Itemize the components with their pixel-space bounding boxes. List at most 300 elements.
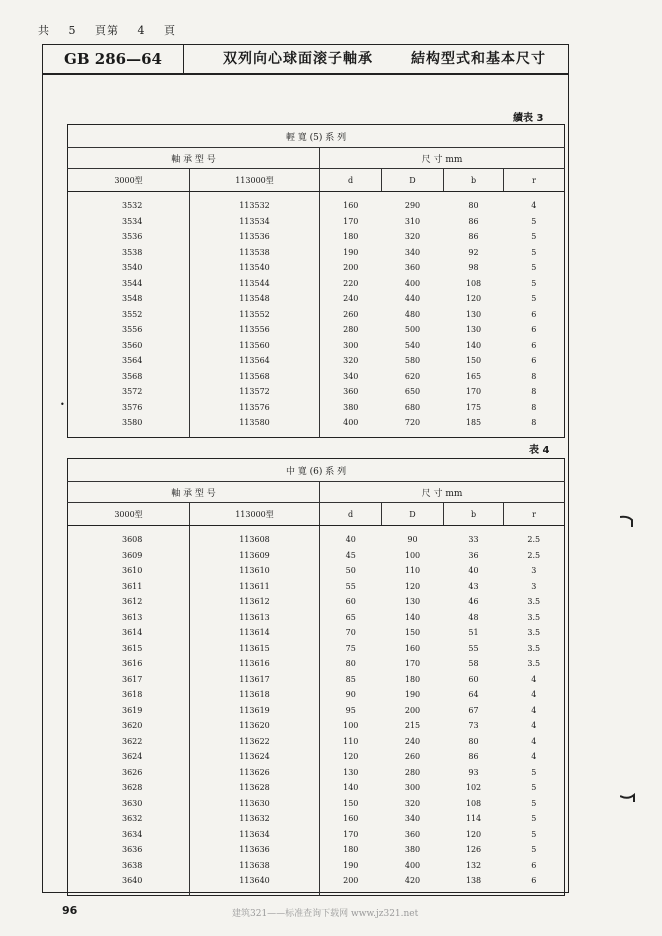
table-cell: 113576 bbox=[190, 400, 320, 416]
margin-tick-mark bbox=[620, 514, 640, 528]
table-cell: 620 bbox=[404, 371, 421, 381]
table-cell: 113614 bbox=[190, 625, 320, 641]
table4-col-113000: 113000型 bbox=[190, 503, 320, 526]
table-cell: 5 bbox=[531, 783, 537, 792]
table-cell: 3620 bbox=[68, 718, 190, 734]
table-row bbox=[68, 229, 565, 245]
table3-col-r: r bbox=[504, 169, 565, 192]
table-cell: 90 bbox=[345, 690, 356, 699]
table-cell: 113617 bbox=[190, 672, 320, 688]
table-cell: 6 bbox=[531, 356, 537, 365]
table3-col-113000: 113000型 bbox=[190, 169, 320, 192]
table-cell: 480 bbox=[404, 309, 421, 319]
table-cell: 190 bbox=[343, 860, 359, 870]
table-cell: 3609 bbox=[68, 548, 190, 564]
current-page: 4 bbox=[137, 24, 146, 37]
table-cell: 6 bbox=[531, 860, 537, 870]
table-cell: 120 bbox=[465, 829, 482, 839]
table-cell: 113619 bbox=[190, 703, 320, 719]
table-cell: 6 bbox=[531, 325, 537, 334]
table-row bbox=[68, 276, 565, 292]
table-cell: 46 bbox=[468, 597, 479, 606]
table-cell: 93 bbox=[468, 767, 479, 777]
table-row bbox=[68, 579, 565, 595]
table-row bbox=[68, 526, 565, 548]
table-cell: 3618 bbox=[68, 687, 190, 703]
table-cell: 113548 bbox=[190, 291, 320, 307]
table-cell: 5 bbox=[531, 216, 537, 226]
scan-mark: • bbox=[60, 400, 65, 409]
table-cell: 113572 bbox=[190, 384, 320, 400]
table4-group-bearing: 軸 承 型 号 bbox=[68, 482, 320, 503]
table-cell: 60 bbox=[468, 674, 479, 684]
table-cell: 40 bbox=[468, 566, 479, 575]
table4-group-size: 尺 寸 mm bbox=[320, 482, 565, 503]
table-cell: 55 bbox=[345, 581, 356, 591]
total-label: 共 bbox=[38, 24, 50, 37]
table-cell: 5 bbox=[531, 232, 537, 241]
table-cell: 113626 bbox=[190, 765, 320, 781]
table-cell: 3616 bbox=[68, 656, 190, 672]
table3-col-d: d bbox=[320, 169, 382, 192]
table-cell: 170 bbox=[465, 387, 482, 396]
table-row bbox=[68, 641, 565, 657]
table-cell: 260 bbox=[404, 752, 421, 761]
table-cell: 120 bbox=[465, 294, 482, 303]
table4-col-D: D bbox=[382, 503, 444, 526]
table-cell: 310 bbox=[404, 216, 421, 226]
table-cell: 5 bbox=[531, 294, 537, 303]
table-row bbox=[68, 415, 565, 437]
table-cell: 3617 bbox=[68, 672, 190, 688]
table-cell: 3.5 bbox=[527, 628, 541, 637]
table-row bbox=[68, 548, 565, 564]
table-cell: 500 bbox=[404, 325, 421, 334]
table-cell: 33 bbox=[468, 535, 479, 544]
table-cell: 113580 bbox=[190, 415, 320, 437]
table-cell: 160 bbox=[343, 814, 359, 823]
table-cell: 51 bbox=[468, 628, 479, 637]
table-cell: 3580 bbox=[68, 415, 190, 437]
table-cell: 3.5 bbox=[527, 612, 541, 622]
table-row bbox=[68, 384, 565, 400]
table3-group-bearing: 軸 承 型 号 bbox=[68, 148, 320, 169]
table-row bbox=[68, 291, 565, 307]
table-row bbox=[68, 780, 565, 796]
table-cell: 3626 bbox=[68, 765, 190, 781]
table-cell: 5 bbox=[531, 845, 537, 854]
table-cell: 113564 bbox=[190, 353, 320, 369]
table-row bbox=[68, 307, 565, 323]
table-cell: 73 bbox=[468, 721, 479, 730]
table-cell: 400 bbox=[404, 860, 421, 870]
table-cell: 90 bbox=[407, 535, 418, 544]
table-row bbox=[68, 245, 565, 261]
table-cell: 113612 bbox=[190, 594, 320, 610]
table-3 bbox=[67, 124, 565, 438]
table-cell: 4 bbox=[531, 721, 537, 730]
table-cell: 6 bbox=[531, 340, 537, 350]
table-row bbox=[68, 369, 565, 385]
table-cell: 3611 bbox=[68, 579, 190, 595]
table-cell: 380 bbox=[404, 845, 421, 854]
table-cell: 43 bbox=[468, 581, 479, 591]
table-cell: 113636 bbox=[190, 842, 320, 858]
table-cell: 3608 bbox=[68, 526, 190, 548]
table-cell: 100 bbox=[343, 721, 359, 730]
table-cell: 300 bbox=[404, 783, 421, 792]
table-row bbox=[68, 353, 565, 369]
table-cell: 6 bbox=[531, 876, 537, 885]
table-cell: 340 bbox=[404, 814, 421, 823]
table-row bbox=[68, 687, 565, 703]
table3-series-label: 輕 寬 (5) 系 列 bbox=[68, 125, 565, 148]
table-cell: 300 bbox=[343, 340, 359, 350]
table-cell: 113532 bbox=[190, 192, 320, 214]
table-cell: 113620 bbox=[190, 718, 320, 734]
table4-col-3000: 3000型 bbox=[68, 503, 190, 526]
table3-caption: 續表 3 bbox=[513, 113, 544, 124]
table-row bbox=[68, 749, 565, 765]
table-cell: 400 bbox=[343, 418, 359, 427]
table-cell: 3615 bbox=[68, 641, 190, 657]
table-cell: 3632 bbox=[68, 811, 190, 827]
table-cell: 86 bbox=[468, 232, 479, 241]
table-cell: 440 bbox=[404, 294, 421, 303]
table-4 bbox=[67, 458, 565, 896]
table-cell: 102 bbox=[465, 783, 482, 792]
table-cell: 80 bbox=[468, 736, 479, 746]
table-cell: 140 bbox=[404, 612, 421, 622]
table-cell: 320 bbox=[404, 798, 421, 808]
table-cell: 55 bbox=[468, 643, 479, 653]
table-cell: 220 bbox=[343, 278, 359, 288]
table-cell: 85 bbox=[345, 674, 356, 684]
table-row bbox=[68, 338, 565, 354]
table-cell: 3638 bbox=[68, 858, 190, 874]
table-cell: 113544 bbox=[190, 276, 320, 292]
table-row bbox=[68, 594, 565, 610]
table-row bbox=[68, 796, 565, 812]
table-cell: 132 bbox=[465, 860, 482, 870]
table-cell: 3 bbox=[531, 566, 537, 575]
table-cell: 580 bbox=[404, 356, 421, 365]
table-cell: 4 bbox=[531, 201, 537, 210]
table-row bbox=[68, 610, 565, 626]
table-cell: 113560 bbox=[190, 338, 320, 354]
table-cell: 320 bbox=[343, 356, 359, 365]
table-cell: 3536 bbox=[68, 229, 190, 245]
table-cell: 200 bbox=[404, 705, 421, 715]
table-cell: 3630 bbox=[68, 796, 190, 812]
table4-series-label: 中 寬 (6) 系 列 bbox=[68, 459, 565, 482]
table-cell: 3612 bbox=[68, 594, 190, 610]
table-cell: 160 bbox=[343, 201, 359, 210]
table-cell: 50 bbox=[345, 566, 356, 575]
page-frame bbox=[42, 44, 569, 893]
table-cell: 3568 bbox=[68, 369, 190, 385]
table-cell: 320 bbox=[404, 232, 421, 241]
table-cell: 150 bbox=[404, 628, 421, 637]
table-cell: 5 bbox=[531, 798, 537, 808]
table-cell: 3576 bbox=[68, 400, 190, 416]
table-cell: 240 bbox=[343, 294, 359, 303]
page-count-line bbox=[38, 22, 190, 38]
table-row bbox=[68, 400, 565, 416]
document-subtitle: 結构型式和基本尺寸 bbox=[411, 51, 546, 67]
table-cell: 113536 bbox=[190, 229, 320, 245]
table-cell: 113634 bbox=[190, 827, 320, 843]
table-cell: 3.5 bbox=[527, 659, 541, 668]
table-cell: 108 bbox=[465, 278, 482, 288]
table-cell: 113615 bbox=[190, 641, 320, 657]
table-cell: 113630 bbox=[190, 796, 320, 812]
table-cell: 180 bbox=[404, 674, 421, 684]
table-cell: 110 bbox=[343, 736, 359, 746]
table-cell: 5 bbox=[531, 247, 537, 257]
document-header bbox=[43, 45, 568, 75]
table-cell: 5 bbox=[531, 767, 537, 777]
table-cell: 340 bbox=[404, 247, 421, 257]
table-cell: 3.5 bbox=[527, 643, 541, 653]
table-row bbox=[68, 322, 565, 338]
table-cell: 113613 bbox=[190, 610, 320, 626]
table-cell: 113611 bbox=[190, 579, 320, 595]
page-label: 頁第 bbox=[95, 24, 119, 37]
table-cell: 36 bbox=[468, 550, 479, 560]
table-row bbox=[68, 672, 565, 688]
table-cell: 80 bbox=[345, 659, 356, 668]
total-pages: 5 bbox=[68, 24, 77, 37]
table-cell: 3 bbox=[531, 581, 537, 591]
table-cell: 260 bbox=[343, 309, 359, 319]
table-cell: 100 bbox=[404, 550, 421, 560]
table-cell: 170 bbox=[404, 659, 421, 668]
table-cell: 3538 bbox=[68, 245, 190, 261]
table-cell: 3640 bbox=[68, 873, 190, 895]
table-cell: 130 bbox=[465, 309, 482, 319]
table-cell: 58 bbox=[468, 659, 479, 668]
table-cell: 3544 bbox=[68, 276, 190, 292]
table-cell: 3619 bbox=[68, 703, 190, 719]
table-cell: 3622 bbox=[68, 734, 190, 750]
table-cell: 113556 bbox=[190, 322, 320, 338]
table-cell: 150 bbox=[465, 356, 482, 365]
table-row bbox=[68, 734, 565, 750]
table-row bbox=[68, 765, 565, 781]
table-cell: 190 bbox=[404, 690, 421, 699]
table-cell: 680 bbox=[404, 402, 421, 412]
table-cell: 113534 bbox=[190, 214, 320, 230]
table4-caption: 表 4 bbox=[529, 445, 550, 456]
table-cell: 8 bbox=[531, 402, 537, 412]
table-cell: 2.5 bbox=[527, 535, 541, 544]
table-cell: 180 bbox=[343, 845, 359, 854]
table-cell: 140 bbox=[343, 783, 359, 792]
table-cell: 3564 bbox=[68, 353, 190, 369]
table-cell: 113552 bbox=[190, 307, 320, 323]
table-cell: 3532 bbox=[68, 192, 190, 214]
table-cell: 120 bbox=[404, 581, 421, 591]
footer-page-number: 96 bbox=[62, 904, 78, 917]
table-cell: 113610 bbox=[190, 563, 320, 579]
table-cell: 380 bbox=[343, 402, 359, 412]
table-cell: 650 bbox=[404, 387, 421, 396]
table-cell: 8 bbox=[531, 371, 537, 381]
table-cell: 113628 bbox=[190, 780, 320, 796]
table-cell: 67 bbox=[468, 705, 479, 715]
table-row bbox=[68, 718, 565, 734]
table-cell: 4 bbox=[531, 690, 537, 699]
table-cell: 45 bbox=[345, 550, 356, 560]
table-cell: 110 bbox=[404, 566, 421, 575]
table-cell: 3628 bbox=[68, 780, 190, 796]
table-cell: 113609 bbox=[190, 548, 320, 564]
table3-col-D: D bbox=[382, 169, 444, 192]
table-cell: 113622 bbox=[190, 734, 320, 750]
table-cell: 138 bbox=[465, 876, 482, 885]
table4-col-r: r bbox=[504, 503, 565, 526]
table-cell: 290 bbox=[404, 201, 421, 210]
table-cell: 720 bbox=[404, 418, 421, 427]
table-cell: 3614 bbox=[68, 625, 190, 641]
table-cell: 540 bbox=[404, 340, 421, 350]
table-cell: 130 bbox=[404, 597, 421, 606]
margin-tick-mark bbox=[620, 790, 640, 804]
table-cell: 113640 bbox=[190, 873, 320, 895]
table-cell: 113608 bbox=[190, 526, 320, 548]
table-cell: 4 bbox=[531, 674, 537, 684]
table-cell: 165 bbox=[465, 371, 482, 381]
table-row bbox=[68, 811, 565, 827]
table-cell: 150 bbox=[343, 798, 359, 808]
table-row bbox=[68, 858, 565, 874]
table-cell: 92 bbox=[468, 247, 479, 257]
table-cell: 130 bbox=[343, 767, 359, 777]
table-cell: 3548 bbox=[68, 291, 190, 307]
table-cell: 65 bbox=[345, 612, 356, 622]
table-cell: 420 bbox=[404, 876, 421, 885]
table-cell: 240 bbox=[404, 736, 421, 746]
table-cell: 5 bbox=[531, 829, 537, 839]
table-cell: 3552 bbox=[68, 307, 190, 323]
table-cell: 360 bbox=[404, 263, 421, 272]
table-cell: 126 bbox=[465, 845, 482, 854]
table-cell: 3624 bbox=[68, 749, 190, 765]
table-cell: 180 bbox=[343, 232, 359, 241]
table-cell: 3540 bbox=[68, 260, 190, 276]
table-row bbox=[68, 842, 565, 858]
table-row bbox=[68, 703, 565, 719]
table-cell: 4 bbox=[531, 736, 537, 746]
table3-col-b: b bbox=[444, 169, 504, 192]
table-row bbox=[68, 563, 565, 579]
page-suffix: 頁 bbox=[164, 24, 176, 37]
table-cell: 4 bbox=[531, 705, 537, 715]
table4-col-d: d bbox=[320, 503, 382, 526]
table-cell: 340 bbox=[343, 371, 359, 381]
table-cell: 3610 bbox=[68, 563, 190, 579]
table-cell: 400 bbox=[404, 278, 421, 288]
table4-col-b: b bbox=[444, 503, 504, 526]
table-cell: 140 bbox=[465, 340, 482, 350]
table-cell: 5 bbox=[531, 814, 537, 823]
table-cell: 170 bbox=[343, 829, 359, 839]
table3-col-3000: 3000型 bbox=[68, 169, 190, 192]
table-cell: 3634 bbox=[68, 827, 190, 843]
table-cell: 280 bbox=[404, 767, 421, 777]
table-cell: 200 bbox=[343, 263, 359, 272]
watermark: 建筑321——标准查询下载网 www.jz321.net bbox=[232, 909, 419, 919]
table-cell: 200 bbox=[343, 876, 359, 885]
table-cell: 215 bbox=[404, 721, 421, 730]
table-cell: 3572 bbox=[68, 384, 190, 400]
table-row bbox=[68, 625, 565, 641]
table-cell: 3556 bbox=[68, 322, 190, 338]
table-row bbox=[68, 260, 565, 276]
table-cell: 48 bbox=[468, 612, 479, 622]
table-cell: 113540 bbox=[190, 260, 320, 276]
table-cell: 98 bbox=[468, 263, 479, 272]
table3-group-size: 尺 寸 mm bbox=[320, 148, 565, 169]
table-cell: 190 bbox=[343, 247, 359, 257]
table-cell: 3636 bbox=[68, 842, 190, 858]
table-cell: 3.5 bbox=[527, 597, 541, 606]
table-cell: 3534 bbox=[68, 214, 190, 230]
table-cell: 75 bbox=[345, 643, 356, 653]
table-cell: 280 bbox=[343, 325, 359, 334]
table-cell: 6 bbox=[531, 309, 537, 319]
table-cell: 170 bbox=[343, 216, 359, 226]
table-cell: 3560 bbox=[68, 338, 190, 354]
table-cell: 114 bbox=[465, 814, 482, 823]
table-cell: 2.5 bbox=[527, 550, 541, 560]
table-cell: 360 bbox=[404, 829, 421, 839]
table-cell: 5 bbox=[531, 263, 537, 272]
table-cell: 113632 bbox=[190, 811, 320, 827]
table-cell: 120 bbox=[343, 752, 359, 761]
table-cell: 64 bbox=[468, 690, 479, 699]
table-cell: 113538 bbox=[190, 245, 320, 261]
table-cell: 113624 bbox=[190, 749, 320, 765]
table-row bbox=[68, 827, 565, 843]
standard-number: GB 286—64 bbox=[43, 45, 184, 73]
table-cell: 175 bbox=[465, 402, 482, 412]
document-title: 双列向心球面滚子軸承 bbox=[223, 51, 373, 67]
table-cell: 70 bbox=[345, 628, 356, 637]
table-cell: 160 bbox=[404, 643, 421, 653]
table-cell: 108 bbox=[465, 798, 482, 808]
table-cell: 95 bbox=[345, 705, 356, 715]
table-row bbox=[68, 214, 565, 230]
table-cell: 86 bbox=[468, 216, 479, 226]
table-cell: 113638 bbox=[190, 858, 320, 874]
table-cell: 3613 bbox=[68, 610, 190, 626]
table-cell: 185 bbox=[465, 418, 482, 427]
table-cell: 86 bbox=[468, 752, 479, 761]
table-row bbox=[68, 873, 565, 895]
table-cell: 113616 bbox=[190, 656, 320, 672]
table-cell: 4 bbox=[531, 752, 537, 761]
table-cell: 40 bbox=[345, 535, 356, 544]
table-cell: 130 bbox=[465, 325, 482, 334]
table-cell: 8 bbox=[531, 418, 537, 427]
table-cell: 360 bbox=[343, 387, 359, 396]
table-cell: 113568 bbox=[190, 369, 320, 385]
table-row bbox=[68, 656, 565, 672]
table-cell: 8 bbox=[531, 387, 537, 396]
table-cell: 80 bbox=[468, 201, 479, 210]
